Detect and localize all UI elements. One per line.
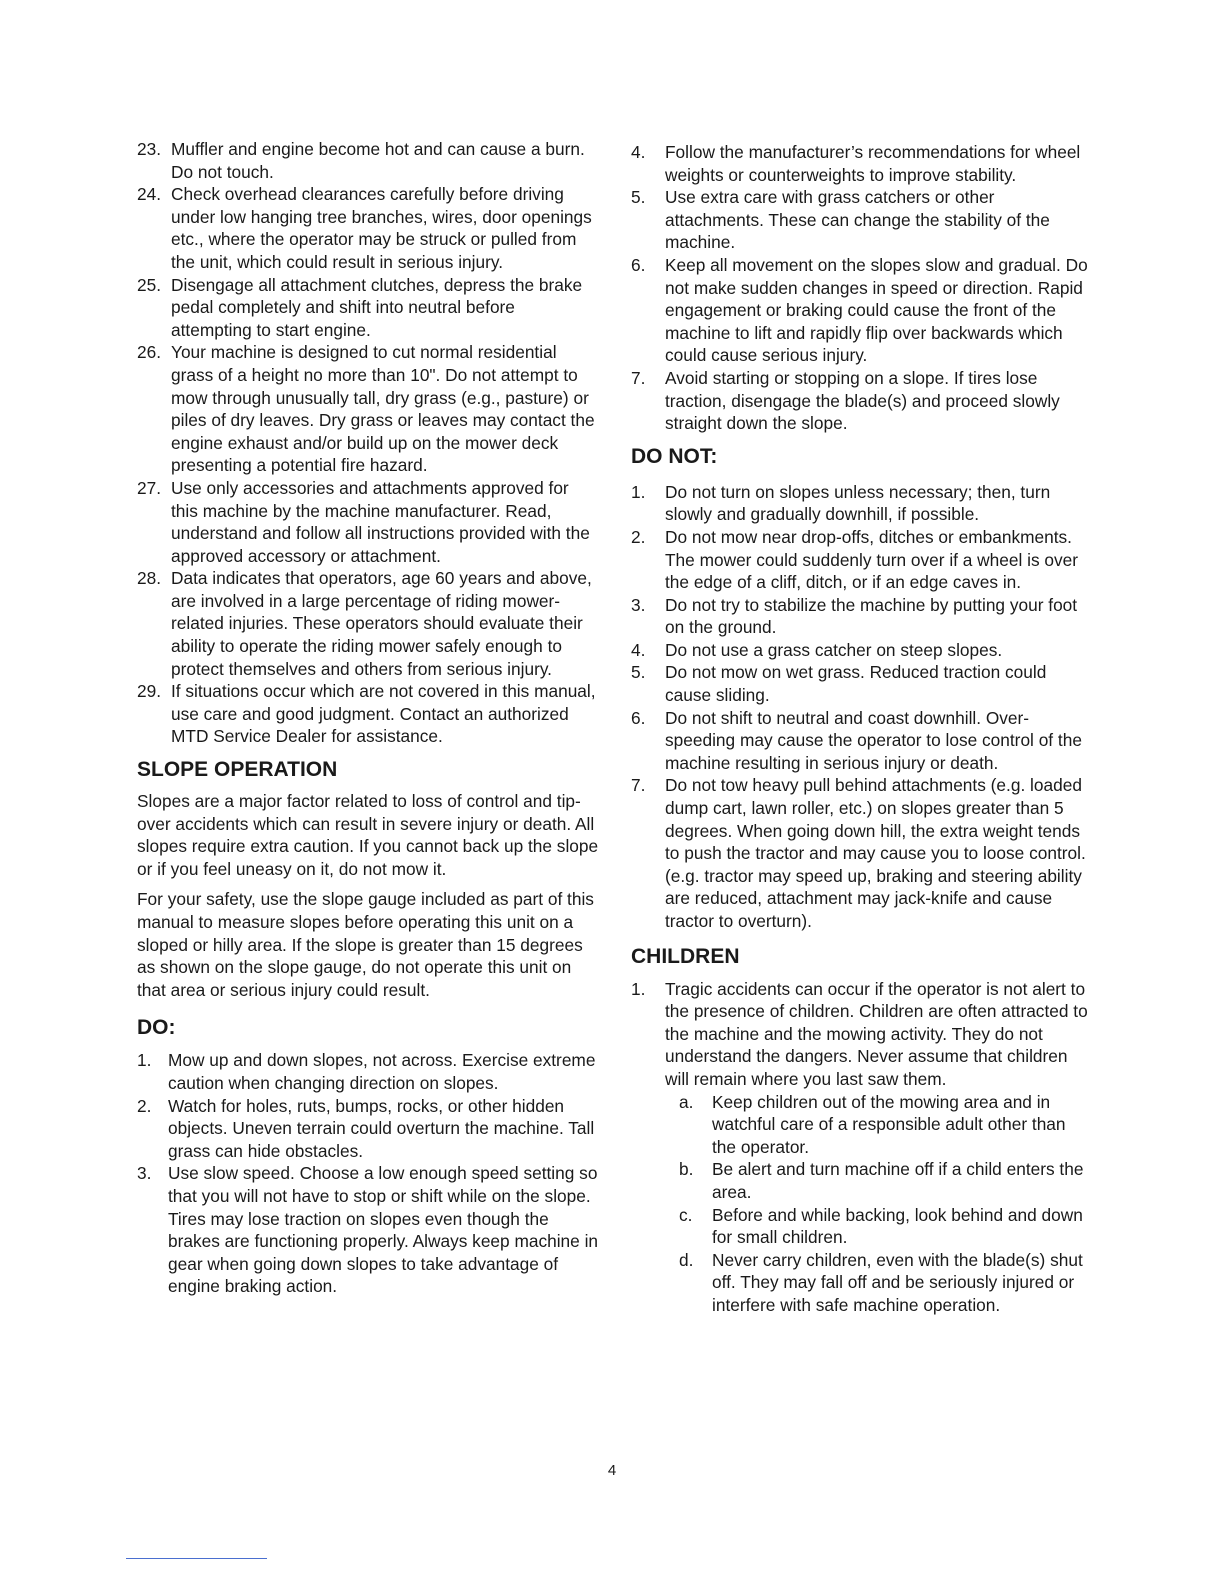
- list-item: 24. Check overhead clearances carefully before driving under low hanging tree branches, wires, door openings etc., where the operator may be struck or pulled from the unit, which could result in serious injury.: [137, 184, 592, 272]
- list-item: 4. Follow the manufacturer’s recommendations for wheel weights or counterweights to improve stability.: [631, 142, 1081, 185]
- list-item: 6. Do not shift to neutral and coast downhill. Over-speeding may cause the operator to lose control of the machine resulting in serious injury or death.: [631, 707, 1082, 773]
- do-heading: DO:: [137, 1016, 176, 1040]
- list-item: 2. Watch for holes, ruts, bumps, rocks, or other hidden objects. Uneven terrain could overturn the machine. Tall grass can hide obstacles.: [137, 1095, 595, 1161]
- children-list: [631, 978, 1093, 1317]
- do-not-list: [631, 481, 1093, 933]
- list-item: 3. Use slow speed. Choose a low enough speed setting so that you will not have to stop or shift while on the slope. Tires may lose traction on slopes even though the brakes are functioning properly. Always keep machine in gear when going down slopes to take advantage of engine braking action.: [137, 1163, 599, 1297]
- do-list-continued: [631, 141, 1093, 435]
- list-item: 23. Muffler and engine become hot and can cause a burn. Do not touch.: [137, 139, 585, 182]
- list-item: 3. Do not try to stabilize the machine by putting your foot on the ground.: [631, 594, 1078, 638]
- page-number: 4: [607, 1462, 617, 1479]
- list-item: 1. Tragic accidents can occur if the operator is not alert to the presence of children. Children are often attracted to the machine and the mowing activity. They do not understand the dangers. Never assume that children will remain where you last saw them.: [631, 978, 1088, 1089]
- list-item: 25. Disengage all attachment clutches, depress the brake pedal completely and shift into neutral before attempting to start engine.: [137, 274, 583, 340]
- list-item: 28. Data indicates that operators, age 60 years and above, are involved in a large percentage of riding mower-related injuries. These operators should evaluate their ability to operate the riding mower safely enough to protect themselves and others from serious injury.: [137, 568, 592, 679]
- slope-paragraph: For your safety, use the slope gauge included as part of this manual to measure slopes before operating this unit on a sloped or hilly area. If the slope is greater than 15 degrees as shown on the slope gauge, do not operate this unit on that area or serious injury could result.: [137, 889, 594, 1000]
- sub-list-item: d. Never carry children, even with the blade(s) shut off. They may fall off and be seriously injured or interfere with safe machine operation.: [679, 1249, 1083, 1315]
- list-item: 5. Use extra care with grass catchers or other attachments. These can change the stability of the machine.: [631, 187, 1050, 253]
- slope-operation-heading: SLOPE OPERATION: [137, 758, 338, 782]
- list-item: 26. Your machine is designed to cut normal residential grass of a height no more than 10". Do not attempt to mow through unusually tall, dry grass (e.g., pasture) or piles of dry leaves. Dry grass or leaves may contact the engine exhaust and/or build up on the mower deck presenting a potential fire hazard.: [137, 342, 595, 476]
- sub-list-item: a. Keep children out of the mowing area and in watchful care of a responsible adult other than the operator.: [679, 1091, 1066, 1157]
- list-item: 4. Do not use a grass catcher on steep slopes.: [631, 639, 1003, 660]
- right-column: [631, 141, 1093, 1317]
- do-not-heading: DO NOT:: [631, 444, 718, 468]
- list-item: 1. Mow up and down slopes, not across. Exercise extreme caution when changing direction on slopes.: [137, 1050, 596, 1093]
- list-item: 29. If situations occur which are not covered in this manual, use care and good judgment. Contact an authorized MTD Service Dealer for assistance.: [137, 681, 596, 747]
- sub-list-item: b. Be alert and turn machine off if a child enters the area.: [679, 1159, 1084, 1202]
- footer-rule: [126, 1558, 267, 1559]
- children-heading: CHILDREN: [631, 944, 740, 968]
- list-item: 7. Avoid starting or stopping on a slope. If tires lose traction, disengage the blade(s) and proceed slowly straight down the slope.: [631, 367, 1060, 434]
- list-item: 5. Do not mow on wet grass. Reduced traction could cause sliding.: [631, 662, 1047, 706]
- list-item: 2. Do not mow near drop-offs, ditches or embankments. The mower could suddenly turn over if a wheel is over the edge of a cliff, ditch, or if an edge caves in.: [631, 526, 1079, 593]
- list-item: 7. Do not tow heavy pull behind attachments (e.g. loaded dump cart, lawn roller, etc.) on slopes greater than 5 degrees. When going down hill, the extra weight tends to push the tractor and may cause you to loose control. (e.g. tractor may speed up, braking and steering ability are reduced, attachment may jack-knife and cause tractor to overturn).: [631, 775, 1086, 931]
- list-item: 1. Do not turn on slopes unless necessary; then, turn slowly and gradually downhill, if possible.: [631, 481, 1051, 525]
- sub-list-item: c. Before and while backing, look behind and down for small children.: [679, 1204, 1083, 1248]
- do-list: [137, 1049, 599, 1298]
- left-column: [137, 138, 599, 1298]
- list-item: 27. Use only accessories and attachments approved for this machine by the machine manufacturer. Read, understand and follow all instructions provided with the approved accessory or attachment.: [137, 477, 590, 566]
- safety-rules-list: [137, 138, 599, 748]
- list-item: 6. Keep all movement on the slopes slow and gradual. Do not make sudden changes in speed or direction. Rapid engagement or braking could cause the front of the machine to lift and rapidly flip over backwards which could cause serious injury.: [631, 254, 1088, 366]
- slope-paragraph: Slopes are a major factor related to loss of control and tip-over accidents which can result in severe injury or death. All slopes require extra caution. If you cannot back up the slope or if you feel uneasy on it, do not mow it.: [137, 791, 599, 879]
